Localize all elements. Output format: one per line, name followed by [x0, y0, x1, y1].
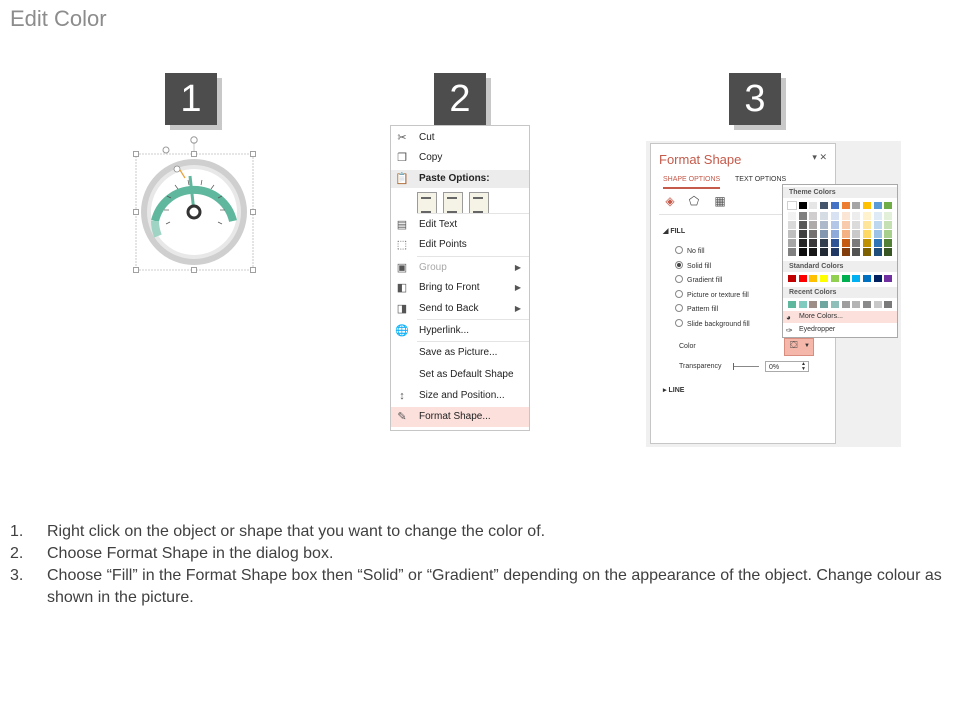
eyedropper-item[interactable]: [783, 324, 897, 336]
standard-color-swatch[interactable]: [831, 275, 839, 282]
theme-shade-swatch[interactable]: [852, 221, 860, 229]
instruction-number: 3.: [10, 567, 24, 584]
theme-shade-swatch[interactable]: [852, 248, 860, 256]
theme-shade-swatch[interactable]: [820, 212, 828, 220]
radio-icon[interactable]: [675, 290, 683, 298]
theme-shade-swatch[interactable]: [863, 221, 871, 229]
menu-item-label: Bring to Front: [419, 282, 480, 293]
theme-color-swatch[interactable]: [852, 202, 860, 209]
theme-shade-swatch[interactable]: [788, 230, 796, 238]
context-menu: [390, 125, 530, 431]
send-to-back-icon: ◨: [396, 303, 408, 315]
menu-separator: [417, 213, 529, 214]
theme-shade-swatch[interactable]: [863, 230, 871, 238]
fill-option-gradient-fill[interactable]: [675, 275, 722, 284]
fill-line-icon[interactable]: ◈: [665, 194, 675, 208]
standard-color-swatch[interactable]: [788, 275, 796, 282]
edit-points-icon: ⬚: [396, 239, 408, 251]
theme-shade-swatch[interactable]: [863, 239, 871, 247]
menu-item-label: Group: [419, 262, 447, 273]
close-icon[interactable]: ✕: [819, 152, 827, 162]
theme-color-swatch[interactable]: [874, 202, 882, 209]
radio-icon[interactable]: [675, 261, 683, 269]
instruction-number: 2.: [10, 545, 24, 562]
theme-shade-swatch[interactable]: [809, 212, 817, 220]
theme-shade-swatch[interactable]: [842, 239, 850, 247]
line-section-label: LINE: [668, 387, 685, 394]
gauge-shape[interactable]: [128, 136, 263, 276]
eyedropper-icon: ✑: [786, 326, 793, 335]
menu-item-format-shape[interactable]: [391, 407, 529, 427]
fill-option-picture-or-texture-fill[interactable]: [675, 290, 749, 299]
menu-item-label: Set as Default Shape: [419, 369, 514, 380]
menu-item-size-and-position[interactable]: [391, 386, 529, 406]
theme-shade-swatch[interactable]: [831, 248, 839, 256]
theme-shade-swatch[interactable]: [863, 212, 871, 220]
theme-shade-swatch[interactable]: [884, 239, 892, 247]
theme-color-swatch[interactable]: [799, 202, 807, 209]
chevron-down-icon: ▼: [804, 343, 810, 349]
tab-shape-options[interactable]: SHAPE OPTIONS: [663, 176, 721, 183]
theme-shade-swatch[interactable]: [788, 221, 796, 229]
recent-color-swatch[interactable]: [884, 301, 892, 308]
pane-options-icon[interactable]: ▾: [812, 152, 817, 162]
instruction-text: Choose Format Shape in the dialog box.: [47, 545, 334, 562]
recent-color-swatch[interactable]: [852, 301, 860, 308]
page-title: Edit Color: [10, 6, 107, 31]
standard-color-swatch[interactable]: [852, 275, 860, 282]
instruction-item: [10, 543, 950, 565]
instruction-text: Right click on the object or shape that you want to change the color of.: [47, 523, 546, 540]
theme-shade-swatch[interactable]: [820, 248, 828, 256]
paste-icon: 📋: [395, 173, 409, 185]
fill-option-label: Slide background fill: [687, 321, 750, 328]
theme-shade-swatch[interactable]: [884, 212, 892, 220]
menu-separator: [417, 256, 529, 257]
menu-item-label: Edit Points: [419, 239, 467, 250]
paste-merge-icon[interactable]: [443, 192, 463, 214]
copy-icon: ❐: [397, 152, 407, 164]
menu-item-label: Hyperlink...: [419, 325, 470, 336]
menu-item-save-as-picture[interactable]: [391, 343, 529, 363]
tab-text-options[interactable]: TEXT OPTIONS: [735, 176, 787, 183]
standard-color-swatch[interactable]: [809, 275, 817, 282]
chevron-right-icon: ▶: [514, 263, 521, 272]
theme-shade-swatch[interactable]: [884, 221, 892, 229]
theme-color-swatch[interactable]: [842, 202, 850, 209]
menu-item-set-as-default-shape[interactable]: [391, 365, 529, 385]
theme-color-swatch[interactable]: [831, 202, 839, 209]
standard-color-swatch[interactable]: [874, 275, 882, 282]
edit-text-icon: ▤: [396, 219, 408, 231]
standard-color-swatch[interactable]: [884, 275, 892, 282]
menu-item-label: Copy: [419, 152, 443, 163]
menu-item-label: Size and Position...: [419, 390, 505, 401]
menu-item-copy[interactable]: [391, 148, 529, 168]
theme-shade-swatch[interactable]: [809, 248, 817, 256]
radio-icon[interactable]: [675, 304, 683, 312]
eyedropper-label: Eyedropper: [799, 326, 836, 333]
theme-shade-swatch[interactable]: [799, 239, 807, 247]
theme-shade-swatch[interactable]: [863, 248, 871, 256]
recent-color-swatch[interactable]: [820, 301, 828, 308]
recent-color-swatch[interactable]: [788, 301, 796, 308]
instruction-text: Choose “Fill” in the Format Shape box then “Solid” or “Gradient” depending on the appearance of the object. Change colour as shown in the picture.: [47, 567, 942, 606]
recent-colors-header: Recent Colors: [783, 287, 897, 298]
chevron-right-icon: ▶: [514, 283, 521, 292]
theme-color-swatch[interactable]: [820, 202, 828, 209]
menu-item-edit-points[interactable]: [391, 235, 529, 255]
theme-shade-swatch[interactable]: [874, 221, 882, 229]
theme-shade-swatch[interactable]: [799, 221, 807, 229]
menu-separator: [417, 319, 529, 320]
menu-item-bring-to-front[interactable]: [391, 278, 529, 298]
recent-color-swatch[interactable]: [799, 301, 807, 308]
theme-shade-swatch[interactable]: [842, 248, 850, 256]
theme-shade-swatch[interactable]: [852, 230, 860, 238]
fill-option-label: Gradient fill: [687, 277, 723, 285]
theme-shade-swatch[interactable]: [884, 248, 892, 256]
group-icon: ▣: [396, 262, 408, 274]
radio-icon[interactable]: [675, 246, 683, 254]
fill-option-solid-fill[interactable]: [675, 261, 711, 270]
theme-shade-swatch[interactable]: [842, 230, 850, 238]
theme-shade-swatch[interactable]: [874, 239, 882, 247]
theme-shade-swatch[interactable]: [809, 239, 817, 247]
color-wheel-icon: ◕: [786, 313, 791, 322]
recent-color-swatch[interactable]: [809, 301, 817, 308]
theme-shade-swatch[interactable]: [788, 248, 796, 256]
more-colors-label: More Colors...: [799, 313, 843, 320]
standard-color-swatch[interactable]: [863, 275, 871, 282]
menu-item-label: Save as Picture...: [419, 347, 498, 358]
fill-option-label: Solid fill: [687, 262, 712, 270]
theme-shade-swatch[interactable]: [831, 239, 839, 247]
menu-item-send-to-back[interactable]: [391, 299, 529, 319]
paste-options-group: [417, 192, 497, 214]
theme-shade-swatch[interactable]: [820, 239, 828, 247]
fill-option-slide-background-fill[interactable]: [675, 319, 750, 328]
menu-item-label: Cut: [419, 132, 435, 143]
theme-color-swatch[interactable]: [863, 202, 871, 209]
size-position-icon: ↕: [399, 390, 405, 402]
spinner-icon[interactable]: ▲ ▼: [801, 361, 806, 372]
theme-shade-swatch[interactable]: [820, 221, 828, 229]
instruction-number: 1.: [10, 523, 24, 540]
menu-item-label: Send to Back: [419, 303, 479, 314]
theme-shade-swatch[interactable]: [799, 230, 807, 238]
paint-bucket-icon: ⛋: [790, 340, 798, 351]
fill-section-header[interactable]: ◢ FILL: [663, 228, 686, 235]
transparency-label: Transparency: [679, 363, 722, 370]
theme-shade-swatch[interactable]: [874, 212, 882, 220]
theme-shade-swatch[interactable]: [874, 230, 882, 238]
theme-shade-swatch[interactable]: [799, 212, 807, 220]
hyperlink-icon: 🌐: [395, 325, 409, 337]
theme-shade-swatch[interactable]: [788, 212, 796, 220]
menu-item-hyperlink[interactable]: [391, 321, 529, 341]
chevron-right-icon: ▶: [514, 304, 521, 313]
theme-shade-swatch[interactable]: [788, 239, 796, 247]
color-label: Color: [679, 343, 696, 350]
bring-to-front-icon: ◧: [396, 282, 408, 294]
menu-item-label: Format Shape...: [419, 411, 491, 422]
instruction-item: [10, 565, 950, 609]
gauge-icon: [128, 136, 263, 276]
menu-item-cut[interactable]: [391, 128, 529, 148]
theme-shade-swatch[interactable]: [809, 221, 817, 229]
fill-option-label: Picture or texture fill: [687, 291, 749, 299]
pane-controls: [812, 152, 827, 163]
more-colors-item[interactable]: [783, 311, 897, 323]
theme-shade-swatch[interactable]: [852, 212, 860, 220]
theme-shade-swatch[interactable]: [831, 230, 839, 238]
fill-option-pattern-fill[interactable]: [675, 304, 718, 313]
format-shape-icon: ✎: [397, 411, 407, 423]
transparency-input[interactable]: [765, 361, 809, 372]
color-palette: [782, 184, 898, 338]
menu-separator: [417, 341, 529, 342]
theme-shade-swatch[interactable]: [831, 221, 839, 229]
theme-shade-swatch[interactable]: [842, 212, 850, 220]
menu-item-group[interactable]: [391, 258, 529, 278]
step-number-2: 2: [434, 73, 486, 125]
menu-item-paste-options[interactable]: [391, 169, 529, 189]
theme-colors-header: Theme Colors: [783, 187, 897, 198]
paste-keep-source-icon[interactable]: [417, 192, 437, 214]
radio-icon[interactable]: [675, 275, 683, 283]
standard-color-swatch[interactable]: [820, 275, 828, 282]
step-number-1: 1: [165, 73, 217, 125]
theme-shade-swatch[interactable]: [874, 248, 882, 256]
fill-option-label: No fill: [687, 248, 705, 255]
size-properties-icon[interactable]: ▦: [714, 194, 726, 208]
scissors-icon: ✂: [397, 132, 407, 144]
effects-icon[interactable]: ⬠: [688, 194, 700, 208]
paste-picture-icon[interactable]: [469, 192, 489, 214]
instruction-item: [10, 521, 950, 543]
menu-item-label: Paste Options:: [419, 173, 490, 184]
fill-color-button[interactable]: [784, 338, 814, 356]
theme-shade-swatch[interactable]: [884, 230, 892, 238]
theme-shade-swatch[interactable]: [799, 248, 807, 256]
instructions-list: [10, 521, 950, 609]
menu-item-label: Edit Text: [419, 219, 458, 230]
theme-shade-swatch[interactable]: [852, 239, 860, 247]
recent-color-swatch[interactable]: [842, 301, 850, 308]
menu-item-edit-text[interactable]: [391, 215, 529, 235]
standard-color-swatch[interactable]: [799, 275, 807, 282]
recent-color-swatch[interactable]: [831, 301, 839, 308]
line-section-header[interactable]: ▸ LINE: [663, 387, 685, 394]
theme-color-swatch[interactable]: [884, 202, 892, 209]
radio-icon[interactable]: [675, 319, 683, 327]
fill-section-label: FILL: [670, 228, 686, 235]
recent-color-swatch[interactable]: [863, 301, 871, 308]
transparency-slider[interactable]: [733, 366, 759, 367]
standard-colors-header: Standard Colors: [783, 261, 897, 272]
step-number-3: 3: [729, 73, 781, 125]
format-pane-title: Format Shape: [659, 152, 742, 167]
standard-color-swatch[interactable]: [842, 275, 850, 282]
theme-shade-swatch[interactable]: [831, 212, 839, 220]
fill-option-no-fill[interactable]: [675, 246, 705, 255]
theme-shade-swatch[interactable]: [809, 230, 817, 238]
recent-color-swatch[interactable]: [874, 301, 882, 308]
theme-shade-swatch[interactable]: [842, 221, 850, 229]
fill-option-label: Pattern fill: [687, 306, 719, 314]
transparency-value: 0%: [769, 364, 780, 371]
theme-color-swatch[interactable]: [809, 202, 817, 209]
theme-color-swatch[interactable]: [788, 202, 796, 209]
theme-shade-swatch[interactable]: [820, 230, 828, 238]
